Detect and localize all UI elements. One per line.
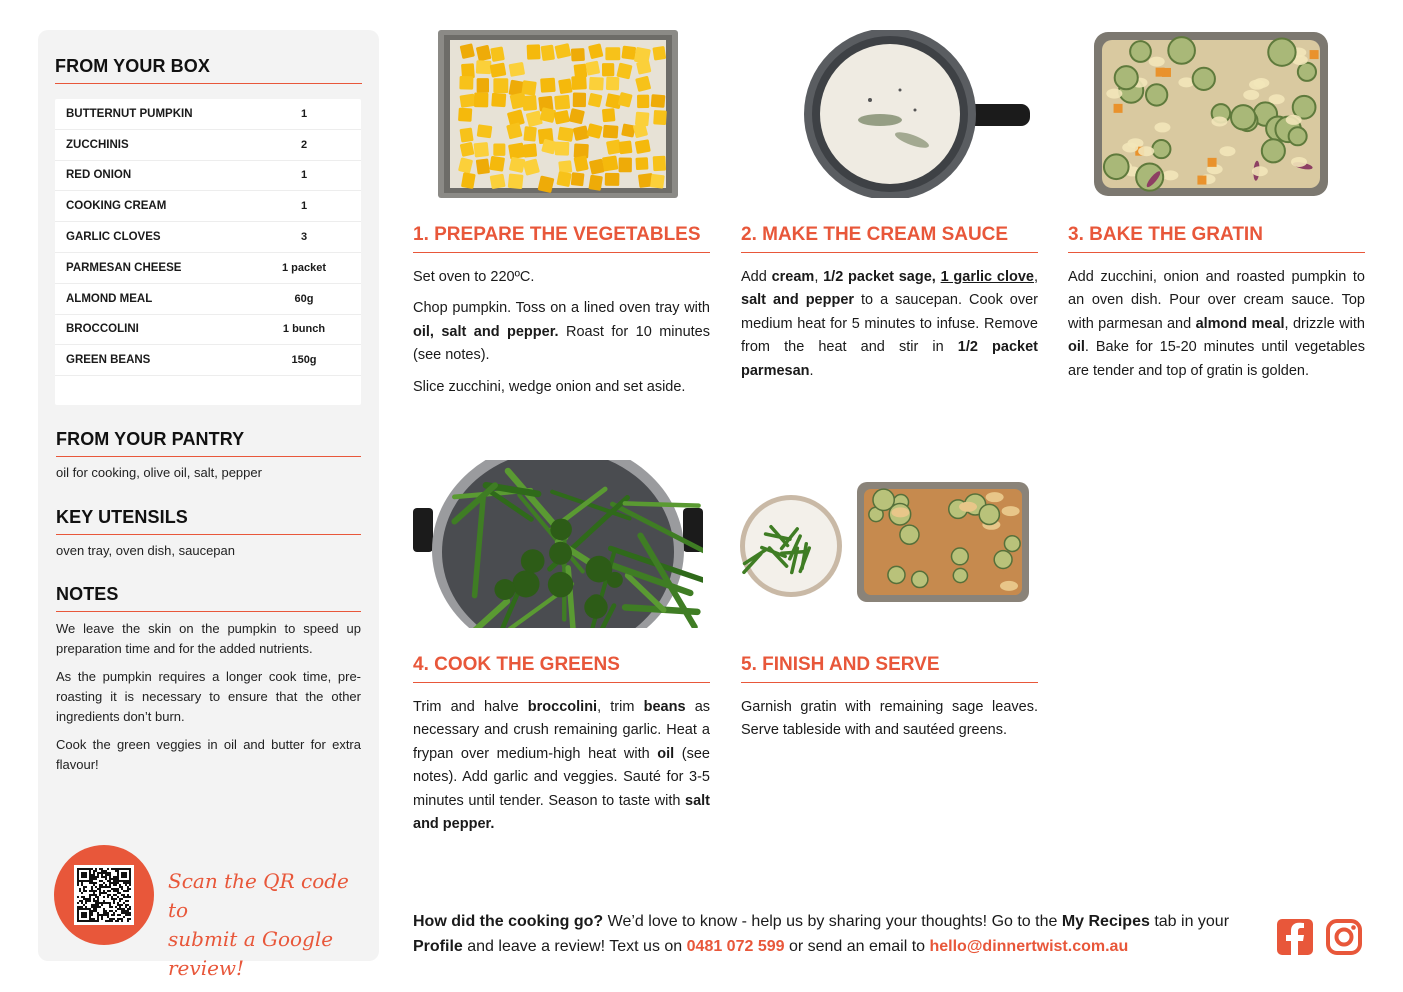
- step-1-body: [413, 266, 710, 407]
- bold-text: Profile: [413, 938, 463, 955]
- cream-sauce-pan-photo: [800, 30, 1032, 198]
- ingredient-row: [55, 222, 361, 253]
- bold-text: oil, salt and pepper.: [413, 323, 559, 340]
- bold-text: My Recipes: [1061, 913, 1150, 930]
- step-1-title: 1. PREPARE THE VEGETABLES: [413, 224, 710, 253]
- ingredients-sidebar: [38, 30, 379, 980]
- instagram-icon[interactable]: [1325, 918, 1363, 956]
- ingredient-row: [55, 315, 361, 346]
- ingredient-row: [55, 99, 361, 130]
- ingredient-name: ALMOND MEAL: [66, 292, 153, 305]
- ingredient-row: [55, 161, 361, 192]
- ingredient-row: [55, 191, 361, 222]
- ingredient-row: [55, 284, 361, 315]
- gratin-dish-photo: [1094, 30, 1328, 198]
- contact-link[interactable]: hello@dinnertwist.com.au: [929, 938, 1129, 955]
- pantry-heading: FROM YOUR PANTRY: [56, 429, 361, 457]
- ingredient-qty: 150g: [291, 354, 317, 367]
- text-run: Trim and halve: [413, 699, 528, 715]
- text-run: . Bake for 15-20 minutes until vegetables are tender and top of gratin is golden.: [1068, 339, 1365, 379]
- step-3-title: 3. BAKE THE GRATIN: [1068, 224, 1365, 253]
- ingredient-name: PARMESAN CHEESE: [66, 261, 182, 274]
- ingredient-qty: 3: [300, 231, 308, 244]
- qr-prompt-line: Scan the QR code to: [168, 869, 349, 922]
- ingredient-name: ZUCCHINIS: [66, 138, 129, 151]
- text-run: Roast for 10 minutes (see notes).: [413, 323, 710, 364]
- step-2-title: 2. MAKE THE CREAM SAUCE: [741, 224, 1038, 253]
- step-paragraph: [741, 696, 1038, 743]
- ingredient-row: [55, 345, 361, 376]
- step-paragraph: [741, 266, 1038, 383]
- ingredient-qty: 60g: [294, 292, 314, 305]
- text-run: to a saucepan. Cook over medium heat for 5 minutes to infuse. Remove from the heat and stir in: [741, 292, 1038, 356]
- ingredient-name: GREEN BEANS: [66, 354, 151, 367]
- qr-code[interactable]: [74, 865, 134, 925]
- ingredient-name: BROCCOLINI: [66, 323, 139, 336]
- utensils-heading: KEY UTENSILS: [56, 507, 361, 535]
- box-heading: FROM YOUR BOX: [55, 56, 362, 84]
- text-run: ,: [1033, 269, 1038, 285]
- step-paragraph: [413, 376, 710, 399]
- text-run: ,: [814, 269, 824, 285]
- text-run: Garnish gratin with remaining sage leaves. Serve tableside with and sautéed greens.: [741, 699, 1038, 739]
- box-ingredients-table: [55, 99, 361, 405]
- step-4-title: 4. COOK THE GREENS: [413, 654, 710, 683]
- note-item: We leave the skin on the pumpkin to speed up preparation time and for the added nutrients.: [56, 621, 361, 656]
- bold-text: salt and pepper.: [413, 792, 710, 833]
- text-run: as necessary and crush remaining garlic. Heat a frypan over medium-high heat with: [413, 699, 711, 762]
- ingredient-qty: 1: [300, 107, 308, 120]
- pantry-text: oil for cooking, olive oil, salt, pepper: [56, 465, 262, 480]
- bold-text: broccolini: [527, 699, 598, 715]
- ingredient-qty: 1 packet: [281, 261, 327, 274]
- text-run: Chop pumpkin. Toss on a lined oven tray with: [413, 300, 710, 317]
- text-run: Set oven to 220ºC.: [413, 269, 535, 285]
- step-5-body: [741, 696, 1038, 751]
- pumpkin-tray-photo: [438, 30, 678, 198]
- ingredient-qty: 2: [300, 138, 308, 151]
- text-run: Slice zucchini, wedge onion and set aside.: [413, 378, 686, 395]
- ingredient-qty: 1 bunch: [282, 323, 326, 336]
- bold-text: almond meal: [1195, 315, 1285, 332]
- ingredient-name: BUTTERNUT PUMPKIN: [66, 107, 193, 120]
- text-run: , drizzle with: [1284, 315, 1365, 332]
- text-run: .: [809, 362, 814, 379]
- step-paragraph: [413, 266, 710, 289]
- greens-frypan-photo: [413, 460, 703, 628]
- note-item: Cook the green veggies in oil and butter for extra flavour!: [56, 737, 361, 772]
- text-run: and leave a review! Text us on: [462, 938, 687, 955]
- ingredient-qty: 1: [300, 200, 308, 213]
- serving-plates-photo: [740, 482, 1030, 604]
- utensils-text: oven tray, oven dish, saucepan: [56, 543, 235, 558]
- review-footer: [413, 909, 1263, 959]
- step-paragraph: [1068, 266, 1365, 383]
- text-run: , trim: [597, 699, 644, 715]
- ingredient-row: [55, 130, 361, 161]
- facebook-icon[interactable]: [1276, 918, 1314, 956]
- step-5-title: 5. FINISH AND SERVE: [741, 654, 1038, 683]
- notes-list: [56, 619, 361, 783]
- step-4-body: [413, 696, 710, 844]
- text-run: Add zucchini, onion and roasted pumpkin to an oven dish. Pour over cream sauce. Top with parmesan and: [1068, 269, 1365, 332]
- bold-text: How did the cooking go?: [413, 913, 604, 930]
- qr-code-badge[interactable]: [54, 845, 154, 945]
- text-run: or send an email to: [784, 938, 930, 955]
- ingredient-qty: 1: [300, 169, 308, 182]
- bold-text: oil: [657, 745, 675, 762]
- ingredient-name: COOKING CREAM: [66, 200, 167, 213]
- bold-text: beans: [643, 699, 686, 715]
- text-run: We’d love to know - help us by sharing your thoughts! Go to the: [603, 913, 1062, 930]
- qr-review-prompt: [168, 867, 368, 983]
- step-paragraph: [413, 297, 710, 367]
- text-run: Add: [741, 269, 772, 285]
- notes-heading: NOTES: [56, 584, 361, 612]
- step-paragraph: [413, 696, 710, 836]
- note-item: As the pumpkin requires a longer cook time, pre-roasting it is necessary to ensure that the other ingredients don’t burn.: [56, 669, 361, 724]
- bold-text: salt and pepper: [741, 292, 855, 309]
- qr-prompt-line: submit a Google review!: [168, 927, 334, 980]
- ingredient-name: RED ONION: [66, 169, 132, 182]
- contact-link[interactable]: 0481 072 599: [686, 938, 785, 955]
- bold-text: 1/2 packet parmesan: [741, 339, 1038, 379]
- ingredient-row: [55, 253, 361, 284]
- bold-text: 1/2 packet sage,: [823, 269, 941, 285]
- step-2-body: [741, 266, 1038, 391]
- bold-text: cream: [771, 269, 815, 285]
- step-3-body: [1068, 266, 1365, 391]
- underlined-text: 1 garlic clove: [940, 269, 1034, 285]
- text-run: (see notes). Add garlic and veggies. Sauté for 3-5 minutes until tender. Season to taste with: [413, 745, 710, 809]
- ingredient-name: GARLIC CLOVES: [66, 231, 161, 244]
- bold-text: oil: [1068, 339, 1085, 356]
- text-run: tab in your: [1149, 913, 1230, 930]
